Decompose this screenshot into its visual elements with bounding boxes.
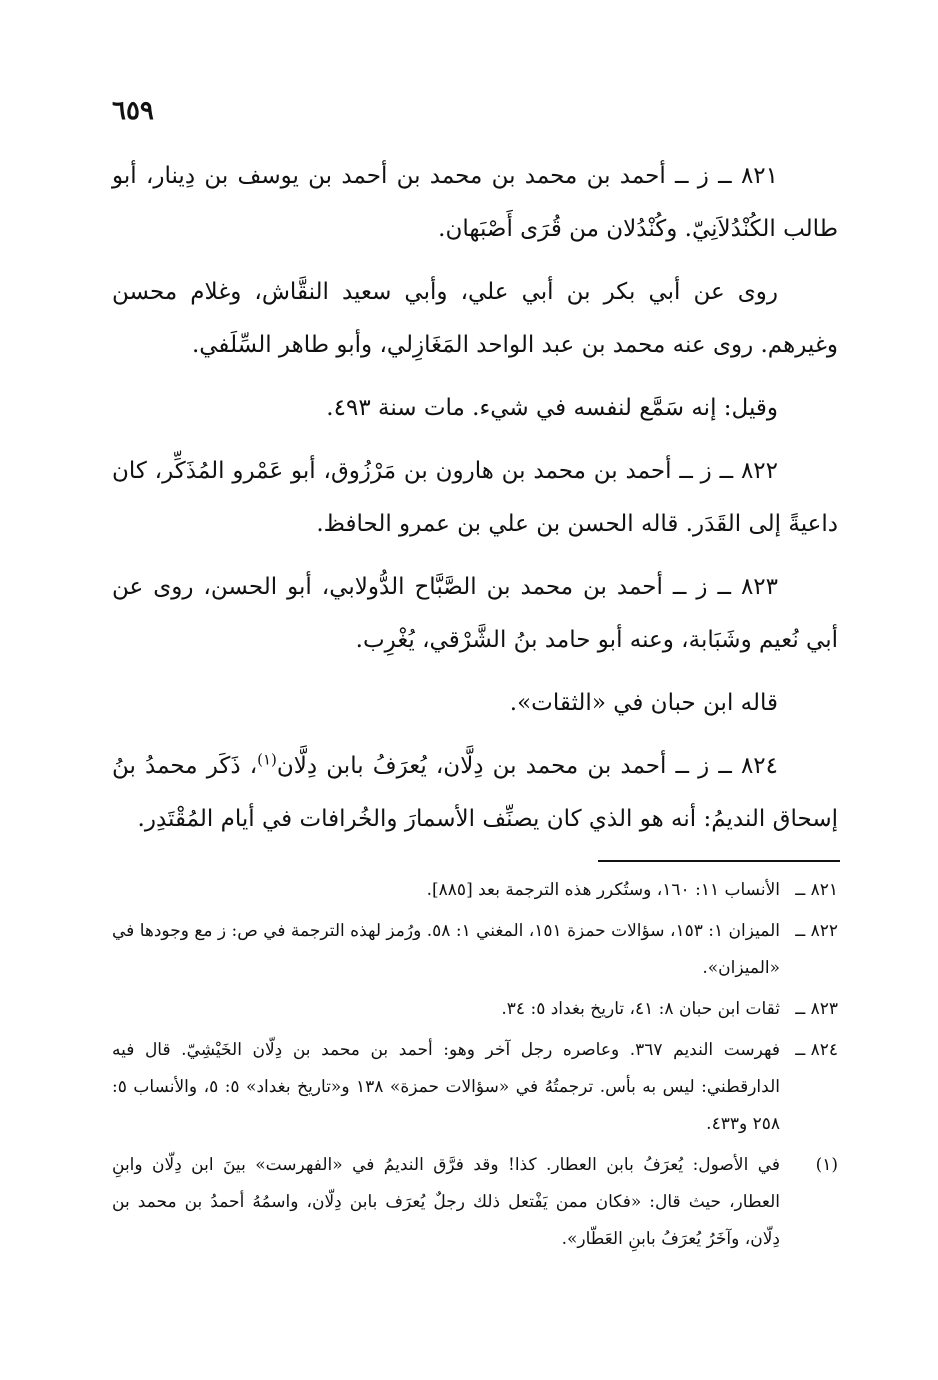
footnote-822 [112,913,838,987]
footnote-1 [112,1147,838,1258]
entry-824-tail: ، ذَكَر محمدُ بنُ إسحاق النديمُ: أنه هو الذي كان يصنِّف الأسمارَ والخُرافات في أيام المُقْتَدِر. [112,753,838,832]
footnotes [112,872,838,1262]
footnote-number: ٨٢٤ ــ [795,1040,838,1060]
entry-823-source: قاله ابن حبان في «الثقات». [509,690,778,716]
footnote-text: في الأصول: يُعرَفُ بابن العطار. كذا! وقد فرَّق النديمُ في «الفهرست» بينَ ابن دِلّان وابنِ العطار، حيث قال: «فكان ممن يَفْتعل ذلك رجلٌ يُعرَف بابن دِلّان، واسمُهُ أحمدُ بن محمد بن دِلّان، وآخَرُ يُعرَفُ بابنِ العَطّار». [112,1155,780,1249]
footnote-text: فهرست النديم ٣٦٧. وعاصره رجل آخر وهو: أحمد بن محمد بن دِلّان الخَيْشِيّ. قال فيه الدارقطني: ليس به بأس. ترجمتُهُ في «سؤالات حمزة» ١٣٨ و«تاريخ بغداد» ٥: ٥، والأنساب ٥: ٢٥٨ و٤٣٣. [112,1040,780,1134]
footnote-821 [112,872,838,909]
footnote-divider [598,860,840,862]
footnote-823 [112,991,838,1028]
entry-823: ٨٢٣ ــ ز ــ أحمد بن محمد بن الصَّبَّاح الدُّولابي، أبو الحسن، روى عن أبي نُعيم وشَبَابة، وعنه أبو حامد بنُ الشَّرْقي، يُغْرِب. [112,574,838,653]
entry-824 [112,740,838,846]
footnote-824 [112,1032,838,1143]
footnote-text: ثقات ابن حبان ٨: ٤١، تاريخ بغداد ٥: ٣٤. [501,999,780,1019]
footnote-number: ٨٢٢ ــ [795,921,838,941]
main-text [112,150,838,856]
entry-821: ٨٢١ ــ ز ــ أحمد بن محمد بن محمد بن أحمد بن يوسف بن دِينار، أبو طالب الكُنْدُلاَنِيّ. وكُنْدُلان من قُرَى أَصْبَهان. [112,163,838,242]
entry-822: ٨٢٢ ــ ز ــ أحمد بن محمد بن هارون بن مَرْزُوق، أبو عَمْرو المُذَكِّر، كان داعيةً إلى القَدَر. قاله الحسن بن علي بن عمرو الحافظ. [112,458,838,537]
page-number: ٦٥٩ [112,96,154,126]
footnote-text: الميزان ١: ١٥٣، سؤالات حمزة ١٥١، المغني ١: ٥٨. ورُمز لهذه الترجمة في ص: ز مع وجودها في «الميزان». [112,921,780,978]
footnote-number: ٨٢٣ ــ [795,999,838,1019]
entry-821-narration: روى عن أبي بكر بن أبي علي، وأبي سعيد النقَّاش، وغلام محسن وغيرهم. روى عنه محمد بن عبد الواحد المَغَازِلي، وأبو طاهر السِّلَفي. [112,279,838,358]
entry-821-death: وقيل: إنه سَمَّع لنفسه في شيء. مات سنة ٤٩٣. [326,395,778,421]
footnote-number: (١) [815,1155,838,1175]
entry-824-head: ٨٢٤ ــ ز ــ أحمد بن محمد بن دِلَّان، يُعرَفُ بابن دِلَّان [276,753,778,779]
footnote-marker: (١) [257,750,277,769]
footnote-number: ٨٢١ ــ [795,880,838,900]
footnote-text: الأنساب ١١: ١٦٠، وستُكرر هذه الترجمة بعد [٨٨٥]. [426,880,780,900]
